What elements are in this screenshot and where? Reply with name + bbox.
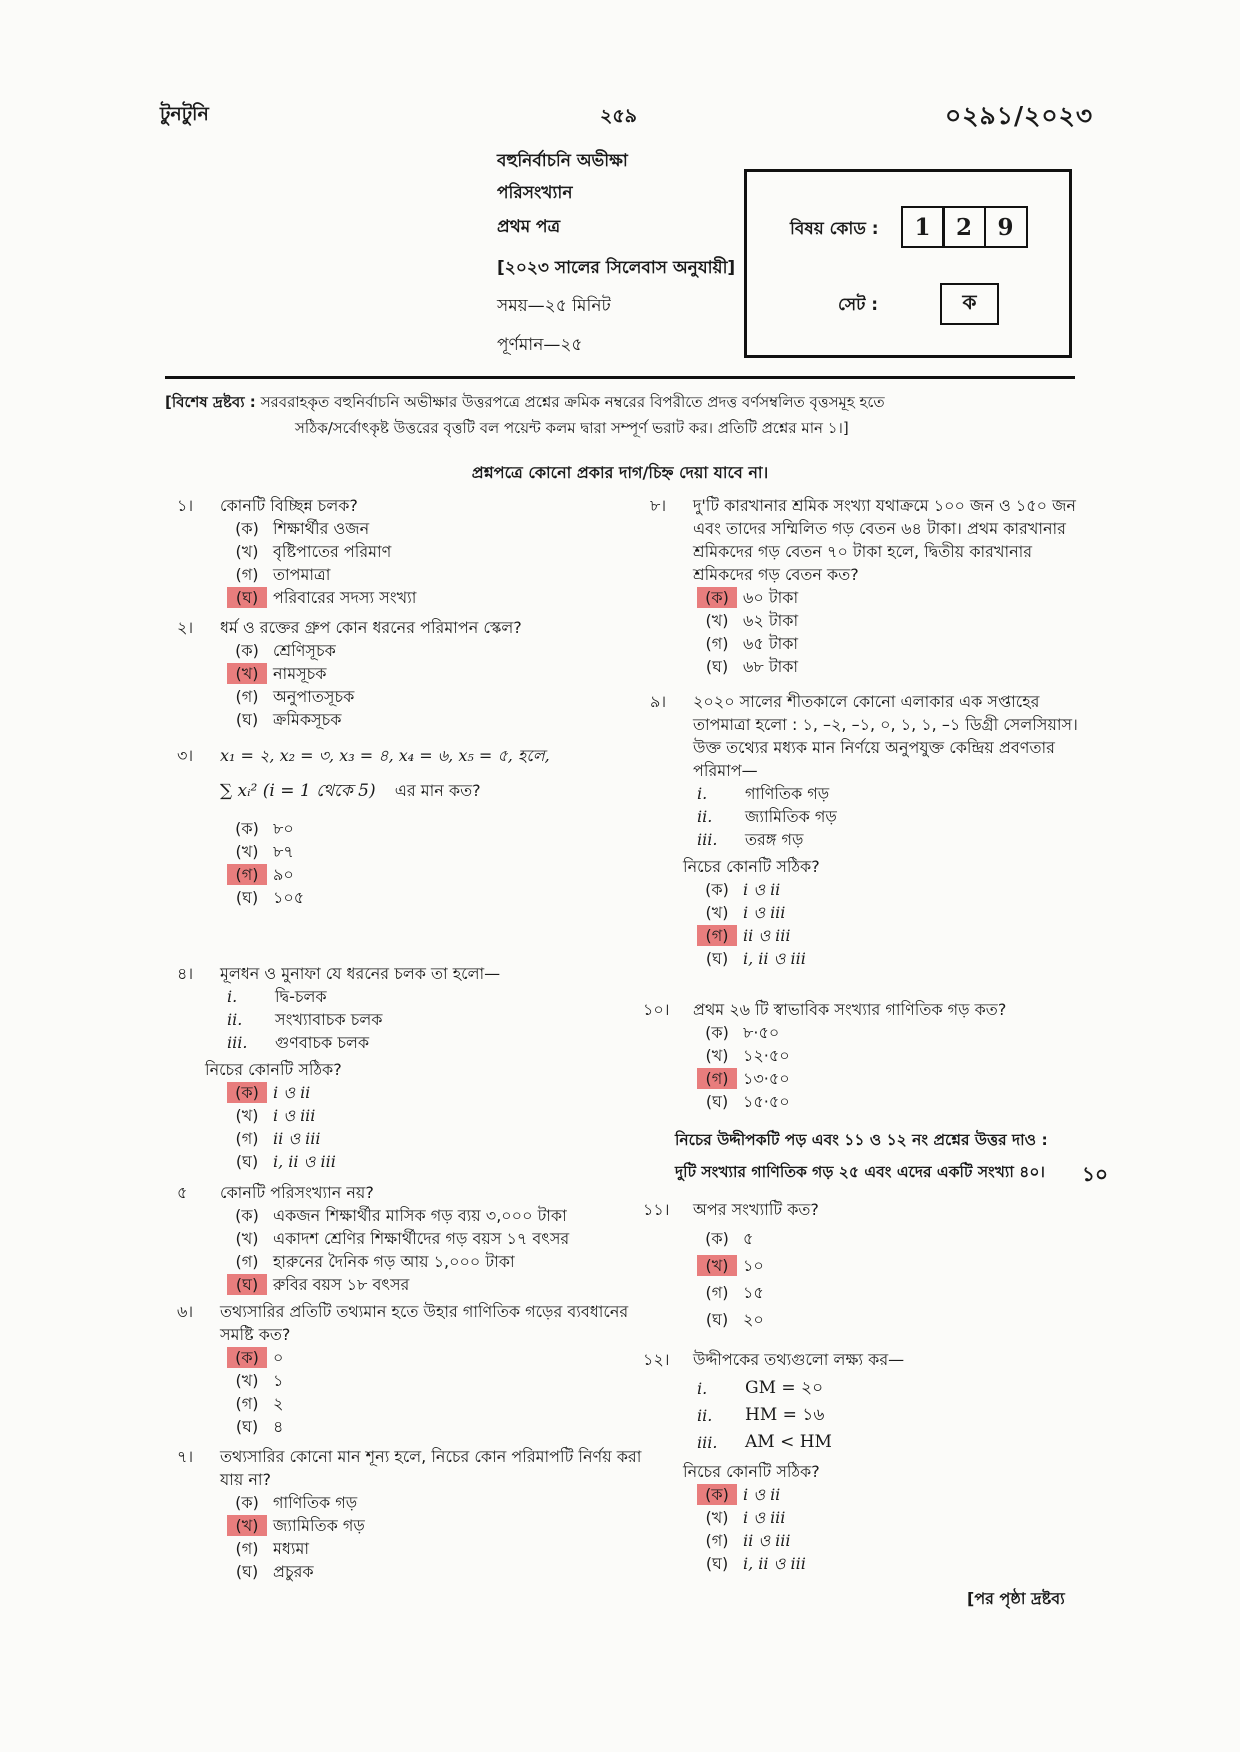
subject-code-digits (903, 206, 1028, 248)
which-correct: নিচের কোনটি সঠিক? (205, 1060, 342, 1079)
exam-type: বহুনির্বাচনি অভীক্ষা (497, 151, 628, 171)
option-kha-marked: (খ) ১০ (697, 1252, 1093, 1279)
option-ka: (ক) ৮০ (235, 819, 294, 838)
question-text: মূলধন ও মুনাফা যে ধরনের চলক তা হলো— (220, 964, 501, 983)
option-ga: (গ) ii ও iii (705, 1531, 791, 1550)
header-rule (165, 376, 1075, 379)
option-ka-marked: (ক) i ও ii (227, 1081, 650, 1104)
option-ga: (গ) ৬৫ টাকা (705, 634, 799, 653)
option-gha-marked: (ঘ) পরিবারের সদস্য সংখ্যা (227, 586, 650, 609)
statement-i: i. GM = ২০ (697, 1378, 824, 1398)
question-6 (177, 1300, 650, 1438)
which-correct: নিচের কোনটি সঠিক? (683, 1462, 820, 1481)
syllabus-note: [২০২৩ সালের সিলেবাস অনুযায়ী] (497, 258, 736, 278)
option-gha: (ঘ) প্রচুরক (235, 1562, 314, 1581)
option-ga-marked: (গ) ii ও iii (697, 924, 1093, 947)
question-number: ২। (177, 618, 194, 637)
option-ga: (গ) হারুনের দৈনিক গড় আয় ১,০০০ টাকা (235, 1252, 515, 1271)
paper-title: প্রথম পত্র (497, 217, 561, 237)
question-10 (643, 998, 1093, 1113)
option-gha: (ঘ) ১৫·৫০ (705, 1092, 790, 1111)
code-set-box (744, 169, 1072, 358)
question-text: অপর সংখ্যাটি কত? (693, 1200, 819, 1219)
option-gha: (ঘ) ১০৫ (235, 888, 305, 907)
question-text: তথ্যসারির প্রতিটি তথ্যমান হতে উহার গাণিতিক গড়ের ব্যবধানের সমষ্টি কত? (220, 1302, 629, 1344)
option-ga-marked: (গ) ৯০ (227, 863, 650, 886)
question-number: ৪। (177, 964, 194, 983)
notice-head: [বিশেষ দ্রষ্টব্য : (165, 393, 256, 411)
question-number: ৮। (650, 496, 667, 515)
question-text: দু'টি কারখানার শ্রমিক সংখ্যা যথাক্রমে ১০০ জন ও ১৫০ জন এবং তাদের সম্মিলিত গড় বেতন ৬৪ টাকা। প্রথম কারখানার শ্রমিকদের গড় বেতন ৭০ টাকা হলে, দ্বিতীয় কারখানার শ্রমিকদের গড় বেতন কত? (693, 496, 1076, 584)
question-5 (177, 1181, 650, 1296)
formula-tail: এর মান কত? (394, 781, 481, 800)
question-8 (650, 494, 1093, 678)
question-number: ৫ (177, 1183, 188, 1202)
option-gha: (ঘ) i, ii ও iii (705, 949, 806, 968)
option-gha: (ঘ) i, ii ও iii (705, 1554, 806, 1573)
notice-line2: সঠিক/সর্বোৎকৃষ্ট উত্তরের বৃত্তটি বল পয়েন্ট কলম দ্বারা সম্পূর্ণ ভরাট কর। প্রতিটি প্রশ্নের মান ১।] (295, 419, 849, 437)
exam-code: ০২৯১/২০২৩ (945, 101, 1094, 130)
option-gha: (ঘ) ৪ (235, 1417, 284, 1436)
option-kha: (খ) একাদশ শ্রেণির শিক্ষার্থীদের গড় বয়স ১৭ বৎসর (235, 1229, 570, 1248)
question-text: প্রথম ২৬ টি স্বাভাবিক সংখ্যার গাণিতিক গড় কত? (693, 1000, 1007, 1019)
option-gha: (ঘ) i, ii ও iii (235, 1152, 336, 1171)
option-ka-marked: (ক) ০ (227, 1346, 650, 1369)
no-mark-warning: প্রশ্নপত্রে কোনো প্রকার দাগ/চিহ্ন দেয়া যাবে না। (471, 463, 769, 482)
option-kha: (খ) ৬২ টাকা (705, 611, 799, 630)
question-number: ৩। (177, 746, 194, 765)
option-kha: (খ) বৃষ্টিপাতের পরিমাণ (235, 542, 392, 561)
question-number: ১০। (643, 1000, 670, 1019)
option-kha-marked: (খ) জ্যামিতিক গড় (227, 1514, 650, 1537)
statement-iii: iii. তরঙ্গ গড় (697, 830, 804, 849)
statement-i: i. গাণিতিক গড় (697, 784, 830, 803)
exam-time: সময়—২৫ মিনিট (497, 296, 611, 316)
brand-name: টুনটুনি (160, 103, 209, 125)
stimulus-intro: নিচের উদ্দীপকটি পড় এবং ১১ ও ১২ নং প্রশ্নের উত্তর দাও : (675, 1131, 1048, 1149)
option-kha: (খ) ১২·৫০ (705, 1046, 790, 1065)
statement-ii: ii. জ্যামিতিক গড় (697, 807, 837, 826)
option-ga: (গ) ii ও iii (235, 1129, 321, 1148)
page-number: ২৫৯ (600, 105, 638, 127)
option-kha: (খ) ১ (235, 1371, 284, 1390)
question-number: ৯। (650, 692, 667, 711)
option-kha: (খ) i ও iii (235, 1106, 316, 1125)
question-number: ৭। (177, 1447, 194, 1466)
stimulus-text: দুটি সংখ্যার গাণিতিক গড় ২৫ এবং এদের একটি সংখ্যা ৪০। (675, 1163, 1045, 1181)
option-ka: (ক) i ও ii (705, 880, 781, 899)
statement-i: i. দ্বি-চলক (227, 987, 327, 1006)
option-gha-marked: (ঘ) রুবির বয়স ১৮ বৎসর (227, 1273, 650, 1296)
option-ga-marked: (গ) ১৩·৫০ (697, 1067, 1093, 1090)
option-kha-marked: (খ) নামসূচক (227, 662, 650, 685)
question-2 (177, 616, 650, 731)
question-text: তথ্যসারির কোনো মান শূন্য হলে, নিচের কোন পরিমাপটি নির্ণয় করা যায় না? (220, 1447, 642, 1489)
set-value: ক (940, 283, 999, 325)
sum-formula: ∑ xᵢ² (i = 1 থেকে 5) (220, 781, 376, 801)
option-ka: (ক) ৫ (705, 1229, 754, 1248)
option-ga: (গ) মধ্যমা (235, 1539, 310, 1558)
question-number: ১২। (643, 1350, 670, 1369)
question-number: ৬। (177, 1302, 194, 1321)
question-text: কোনটি বিচ্ছিন্ন চলক? (220, 496, 358, 515)
sum-expression (220, 779, 650, 817)
option-ka-marked: (ক) i ও ii (697, 1483, 1093, 1506)
option-ka-marked: (ক) ৬০ টাকা (697, 586, 1093, 609)
subject-code-label: বিষয় কোড : (790, 219, 879, 239)
notice-line1: সরবরাহকৃত বহুনির্বাচনি অভীক্ষার উত্তরপত্রে প্রশ্নের ক্রমিক নম্বরের বিপরীতে প্রদত্ত বর্ণসম্বলিত বৃত্তসমূহ হতে (260, 393, 885, 411)
subject-code-digit: 2 (942, 206, 986, 248)
question-text: ২০২০ সালের শীতকালে কোনো এলাকার এক সপ্তাহের তাপমাত্রা হলো : ১, –২, –১, ০, ১, ১, –১ ডিগ্রী সেলসিয়াস। উক্ত তথ্যের মধ্যক মান নির্ণয়ে অনুপযুক্ত কেন্দ্রিয় প্রবণতার পরিমাপ— (693, 692, 1078, 780)
special-notice (165, 389, 1075, 441)
statement-iii: iii. AM < HM (697, 1432, 832, 1452)
set-label: সেট : (838, 295, 879, 315)
question-12 (643, 1348, 1093, 1575)
which-correct: নিচের কোনটি সঠিক? (683, 857, 820, 876)
question-text: ধর্ম ও রক্তের গ্রুপ কোন ধরনের পরিমাপন স্কেল? (220, 618, 522, 637)
option-kha: (খ) ৮৭ (235, 842, 294, 861)
option-ka: (ক) ৮·৫০ (705, 1023, 780, 1042)
question-text: x₁ = ২, x₂ = ৩, x₃ = ৪, x₄ = ৬, x₅ = ৫, হলে, (220, 746, 550, 765)
option-ka: (ক) একজন শিক্ষার্থীর মাসিক গড় ব্যয় ৩,০০০ টাকা (235, 1206, 567, 1225)
option-kha: (খ) i ও iii (705, 903, 786, 922)
option-ga: (গ) ১৫ (705, 1283, 764, 1302)
subject-title: পরিসংখ্যান (497, 183, 573, 203)
subject-code-digit: 1 (901, 206, 945, 248)
option-gha: (ঘ) ২০ (705, 1310, 764, 1329)
statement-ii: ii. HM = ১৬ (697, 1405, 825, 1425)
option-ka: (ক) শিক্ষার্থীর ওজন (235, 519, 370, 538)
question-11 (643, 1198, 1093, 1333)
subject-code-digit: 9 (984, 206, 1028, 248)
question-3 (177, 744, 650, 909)
question-4 (177, 962, 650, 1173)
option-ga: (গ) তাপমাত্রা (235, 565, 331, 584)
option-ga: (গ) ২ (235, 1394, 284, 1413)
question-number: ১। (177, 496, 194, 515)
option-ga: (গ) অনুপাতসূচক (235, 687, 355, 706)
question-number: ১১। (643, 1200, 670, 1219)
question-text: উদ্দীপকের তথ্যগুলো লক্ষ্য কর— (693, 1350, 905, 1369)
question-9 (650, 690, 1093, 970)
option-gha: (ঘ) ৬৮ টাকা (705, 657, 799, 676)
question-text: কোনটি পরিসংখ্যান নয়? (220, 1183, 374, 1202)
handwritten-note: ১০ (1082, 1162, 1108, 1186)
option-kha: (খ) i ও iii (705, 1508, 786, 1527)
option-gha: (ঘ) ক্রমিকসূচক (235, 710, 342, 729)
next-page-note: [পর পৃষ্ঠা দ্রষ্টব্য (967, 1589, 1065, 1608)
question-7 (177, 1445, 650, 1583)
statement-ii: ii. সংখ্যাবাচক চলক (227, 1010, 383, 1029)
option-ka: (ক) গাণিতিক গড় (235, 1493, 358, 1512)
statement-iii: iii. গুণবাচক চলক (227, 1033, 370, 1052)
question-1 (177, 494, 650, 609)
option-ka: (ক) শ্রেণিসূচক (235, 641, 336, 660)
full-marks: পূর্ণমান—২৫ (497, 335, 583, 355)
